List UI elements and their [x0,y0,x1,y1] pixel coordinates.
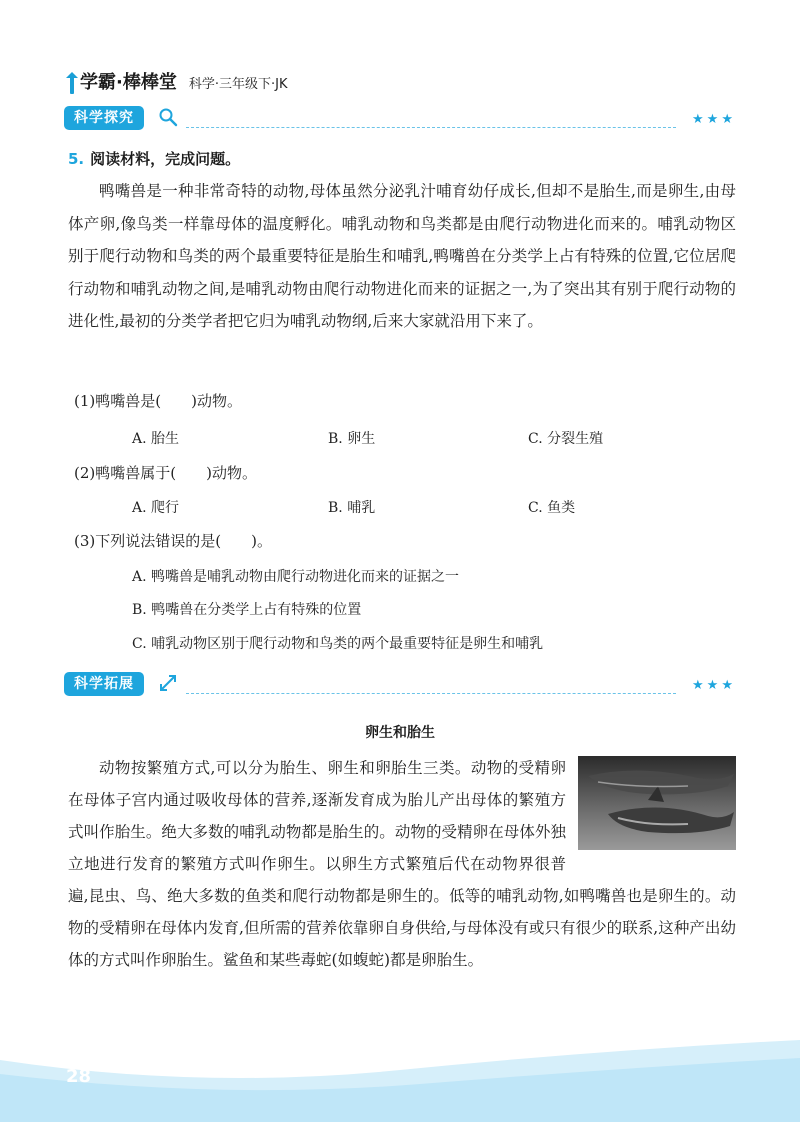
option-2b: B. 哺乳 [328,500,376,516]
option-3c: C. 哺乳动物区别于爬行动物和鸟类的两个最重要特征是卵生和哺乳 [132,636,544,652]
article-title: 卵生和胎生 [365,725,435,741]
article-body [68,752,736,976]
magnifier-icon [158,107,178,133]
article-paragraph: 动物按繁殖方式,可以分为胎生、卵生和卵胎生三类。动物的受精卵在母体子宫内通过吸收母体的营养,逐渐发育成为胎儿产出母体的繁殖方式叫作胎生。绝大多数的哺乳动物都是胎生的。动物的受精卵在母体外独立地进行发育的繁殖方式叫作卵生。以卵生方式繁殖后代在动物界很普遍,昆虫、鸟、绝大多数的鱼类和爬行动物都是卵生的。低等的哺乳动物,如鸭嘴兽也是卵生的。动物的受精卵在母体内发育,但所需的营养依靠卵自身供给,与母体没有或只有很少的联系,这种产出幼体的方式叫作卵胎生。鲨鱼和某些毒蛇(如蝮蛇)都是卵胎生。 [68,759,736,969]
option-2c: C. 鱼类 [528,500,576,516]
option-3a: A. 鸭嘴兽是哺乳动物由爬行动物进化而来的证据之一 [132,569,460,585]
shark-photo [578,756,736,850]
graduation-cap-icon [66,72,78,94]
subject-label: 科学·三年级下·JK [188,77,288,92]
expand-arrows-icon [158,673,178,699]
option-3b: B. 鸭嘴兽在分类学上占有特殊的位置 [132,602,362,618]
question-number: 5. [68,150,85,168]
footer-wave [0,1030,800,1122]
difficulty-stars: ★★★ [692,678,736,693]
dashed-divider [186,127,676,128]
difficulty-stars: ★★★ [692,112,736,127]
section-tag-inquiry: 科学探究 [64,106,144,130]
question-title [68,148,240,169]
section-bar-inquiry [64,106,736,132]
sub-question-3: (3)下列说法错误的是( )。 [74,532,272,550]
page-header [66,64,287,94]
section-bar-extension [64,672,736,698]
dashed-divider [186,693,676,694]
page-number: 28 [66,1066,92,1087]
sub-question-2: (2)鸭嘴兽属于( )动物。 [74,464,257,482]
question-instruction: 阅读材料，完成问题。 [90,150,241,168]
brand-logo [66,68,177,94]
option-1a: A. 胎生 [132,431,180,447]
reading-passage: 鸭嘴兽是一种非常奇特的动物,母体虽然分泌乳汁哺育幼仔成长,但却不是胎生,而是卵生,由母体产卵,像鸟类一样靠母体的温度孵化。哺乳动物和鸟类都是由爬行动物进化而来的。哺乳动物区别于爬行动物和鸟类的两个最重要特征是胎生和哺乳,鸭嘴兽在分类学上占有特殊的位置,它位居爬行动物和哺乳动物之间,是哺乳动物由爬行动物进化而来的证据之一,为了突出其有别于爬行动物的进化性,最初的分类学者把它归为哺乳动物纲,后来大家就沿用下来了。 [68,182,736,330]
option-1b: B. 卵生 [328,431,376,447]
sub-question-1: (1)鸭嘴兽是( )动物。 [74,392,242,410]
option-1c: C. 分裂生殖 [528,431,604,447]
section-tag-extension: 科学拓展 [64,672,144,696]
option-2a: A. 爬行 [132,500,180,516]
brand-name: 学霸·棒棒堂 [80,72,177,93]
